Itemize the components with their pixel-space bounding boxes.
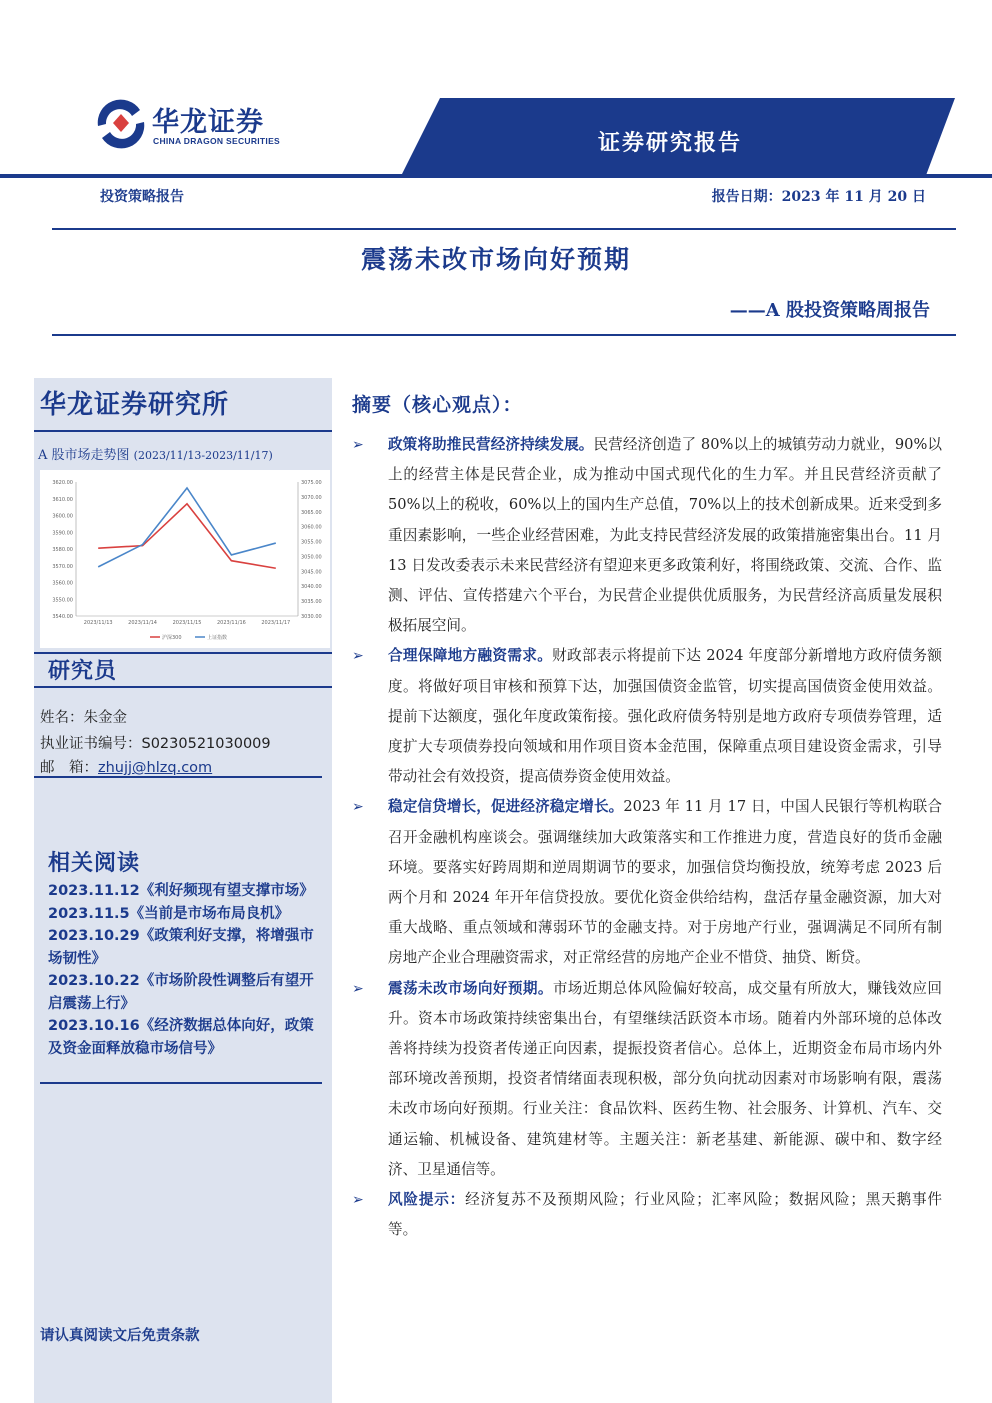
- title-divider: [52, 334, 956, 336]
- market-chart: [40, 470, 330, 648]
- header-divider: [52, 228, 956, 230]
- summary-bullet: [352, 974, 942, 1185]
- summary-heading: 摘要（核心观点）：: [352, 394, 523, 416]
- bullet-lead: 稳定信贷增长，促进经济稳定增长。: [388, 798, 624, 816]
- related-heading: 相关阅读: [48, 850, 141, 876]
- y-tick-left-label: 3590.00: [52, 530, 73, 537]
- report-subtitle: ——A 股投资策略周报告: [729, 300, 930, 321]
- y-tick-left-label: 3560.00: [52, 580, 73, 587]
- bullet-text: 经济复苏不及预期风险；行业风险；汇率风险；数据风险；黑天鹅事件等。: [388, 1191, 942, 1239]
- email-label: 邮 箱：: [40, 760, 98, 776]
- chart-caption-range: (2023/11/13-2023/11/17): [133, 449, 273, 462]
- bullet-lead: 政策将助推民营经济持续发展。: [388, 436, 594, 453]
- y-tick-left-label: 3570.00: [52, 563, 73, 570]
- market-chart-svg: [40, 470, 330, 648]
- series-line: [98, 504, 276, 568]
- y-tick-right-label: 3070.00: [301, 494, 322, 501]
- institute-name: 华龙证券研究所: [40, 390, 230, 420]
- y-tick-right-label: 3065.00: [301, 509, 322, 516]
- y-tick-left-label: 3610.00: [52, 496, 73, 503]
- chart-caption-main: A 股市场走势图: [38, 448, 130, 463]
- legend-label: 上证指数: [207, 635, 228, 641]
- bullet-text: 市场近期总体风险偏好较高，成交量有所放大，赚钱效应回升。资本市场政策持续密集出台，有望继续活跃资本市场。随着内外部环境的总体改善将持续为投资者传递正向因素，提振投资者信心。总体上，近期资金布局市场内外部环境改善预期，投资者情绪面表现积极，部分负向扰动因素对市场影响有限，震荡未改市场向好预期。行业关注：食品饮料、医药生物、社会服务、计算机、汽车、交通运输、机械设备、建筑建材等。主题关注：新老基建、新能源、碳中和、数字经济、卫星通信等。: [388, 979, 942, 1178]
- related-item[interactable]: 2023.10.29《政策利好支撑，将增强市场韧性》: [48, 928, 314, 967]
- y-tick-left-label: 3620.00: [52, 480, 73, 486]
- sidebar-divider: [34, 430, 332, 432]
- related-item[interactable]: 2023.11.12《利好频现有望支撑市场》: [48, 883, 314, 899]
- report-date: 报告日期：2023 年 11 月 20 日: [711, 189, 926, 205]
- y-tick-left-label: 3580.00: [52, 547, 73, 553]
- arrow-bullet-icon: ➢: [352, 437, 364, 453]
- summary-bullet: [352, 430, 942, 641]
- y-tick-left-label: 3600.00: [52, 513, 73, 520]
- arrow-bullet-icon: ➢: [352, 648, 364, 665]
- sidebar-divider: [40, 1082, 322, 1084]
- summary-bullet: [352, 1185, 942, 1245]
- y-tick-right-label: 3060.00: [301, 524, 322, 531]
- brand-name: 华龙证券: [152, 107, 264, 138]
- bullet-lead: 风险提示：: [388, 1191, 466, 1209]
- x-tick-label: 2023/11/14: [128, 620, 158, 626]
- sidebar-divider: [34, 686, 332, 688]
- bullet-text: 2023 年 11 月 17 日，中国人民银行等机构联合召开金融机构座谈会。强调继续加大政策落实和工作推进力度，营造良好的货币金融环境。要落实好跨周期和逆周期调节的要求，加强信贷均衡投放，统筹考虑 2023 后两个月和 2024 年开年信贷投放。要优化资金供给结构，盘活存量金融资源，加大对重大战略、重点领域和薄弱环节的金融支持。对于房地产行业，强调满足不同所有制房地产企业合理融资需求，对正常经营的房地产企业不惜贷、抽贷、断贷。: [388, 798, 942, 967]
- arrow-bullet-icon: ➢: [352, 799, 364, 816]
- y-tick-right-label: 3040.00: [301, 584, 322, 591]
- sidebar-divider: [34, 776, 322, 778]
- email-link[interactable]: zhujj@hlzq.com: [98, 760, 213, 776]
- summary-bullet: [352, 792, 942, 973]
- bullet-text: 财政部表示将提前下达 2024 年度部分新增地方政府债务额度。将做好项目审核和预算下达，加强国债资金监管，切实提高国债资金使用效益。提前下达额度，强化年度政策衔接。强化政府债务特别是地方政府专项债券管理，适度扩大专项债券投向领域和用作项目资本金范围，保障重点项目建设资金需求，引导带动社会有效投资，提高债券资金使用效益。: [388, 647, 942, 786]
- bullet-lead: 合理保障地方融资需求。: [388, 647, 553, 665]
- related-item[interactable]: 2023.10.16《经济数据总体向好，政策及资金面释放稳市场信号》: [48, 1018, 314, 1057]
- report-title: 震荡未改市场向好预期: [360, 245, 631, 274]
- x-tick-label: 2023/11/15: [172, 620, 202, 626]
- summary-bullets: [352, 430, 942, 1245]
- y-tick-right-label: 3050.00: [301, 554, 322, 561]
- y-tick-left-label: 3550.00: [52, 597, 73, 604]
- arrow-bullet-icon: ➢: [352, 1192, 364, 1209]
- researcher-heading: 研究员: [48, 658, 118, 684]
- y-tick-right-label: 3075.00: [301, 480, 322, 486]
- y-tick-right-label: 3035.00: [301, 599, 322, 606]
- y-tick-right-label: 3055.00: [301, 539, 322, 546]
- related-item[interactable]: 2023.10.22《市场阶段性调整后有望开启震荡上行》: [48, 973, 314, 1012]
- y-tick-right-label: 3045.00: [301, 569, 322, 576]
- header-banner: [0, 98, 992, 188]
- bullet-text: 民营经济创造了 80%以上的城镇劳动力就业，90%以上的经营主体是民营企业，成为推动中国式现代化的生力军。并且民营经济贡献了 50%以上的税收，60%以上的国内生产总值，70%以上的技术创新成果。近来受到多重因素影响，一些企业经营困难，为此支持民营经济发展的政策措施密集出台。11 月 13 日发改委表示未来民营经济有望迎来更多政策利好，将围绕政策、交流、合作、监测、评估、宣传搭建六个平台，为民营企业提供优质服务，为民营经济高质量发展积极拓展空间。: [388, 436, 942, 635]
- analyst-license: 执业证书编号：S0230521030009: [40, 736, 271, 752]
- x-tick-label: 2023/11/13: [83, 620, 113, 626]
- series-line: [98, 488, 276, 567]
- related-list: [48, 880, 320, 1060]
- report-type: 投资策略报告: [100, 189, 184, 205]
- analyst-name: 姓名：朱金金: [40, 710, 127, 726]
- banner-label: 证券研究报告: [598, 130, 743, 156]
- brand-subtitle: CHINA DRAGON SECURITIES: [153, 136, 281, 146]
- y-tick-right-label: 3030.00: [301, 614, 322, 620]
- related-item[interactable]: 2023.11.5《当前是市场布局良机》: [48, 905, 290, 922]
- disclaimer: 请认真阅读文后免责条款: [40, 1327, 200, 1344]
- arrow-bullet-icon: ➢: [352, 980, 364, 997]
- legend-label: 沪深300: [162, 635, 182, 641]
- analyst-email-row: [40, 756, 212, 777]
- x-tick-label: 2023/11/16: [216, 620, 246, 626]
- chart-caption: [38, 444, 273, 463]
- bullet-lead: 震荡未改市场向好预期。: [388, 979, 553, 997]
- y-tick-left-label: 3540.00: [52, 614, 73, 620]
- x-tick-label: 2023/11/17: [261, 620, 291, 626]
- summary-bullet: [352, 641, 942, 792]
